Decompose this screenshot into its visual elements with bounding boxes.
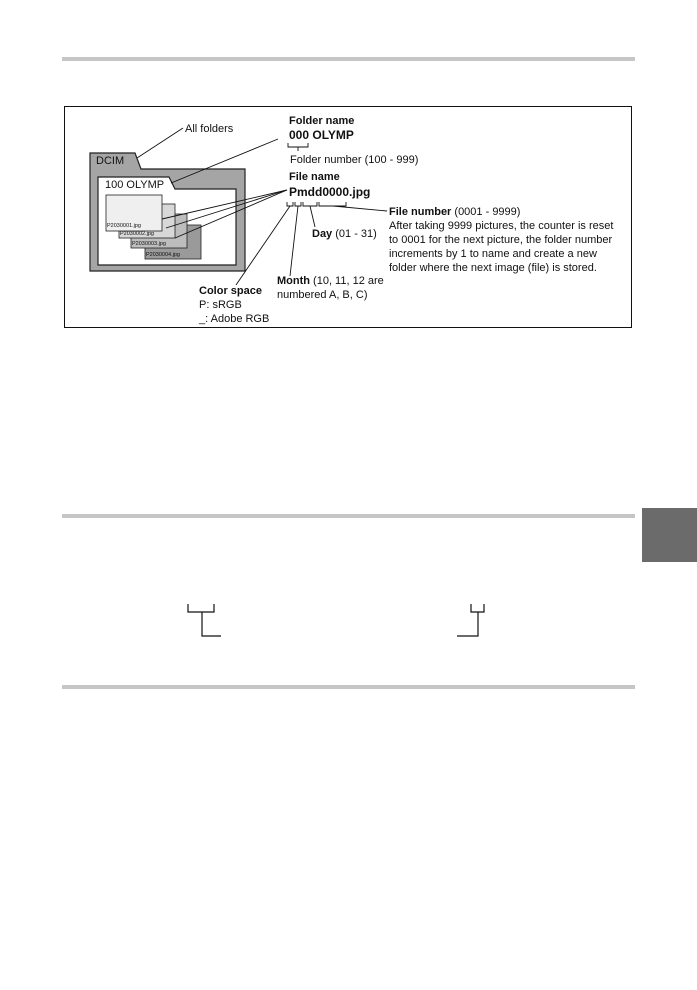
file-label-2: P2030002.jpg xyxy=(120,231,154,237)
leader-day xyxy=(310,206,315,227)
leader-file-number xyxy=(333,206,387,211)
section-rule-middle xyxy=(62,514,635,518)
subfolder-label: 100 OLYMP xyxy=(105,179,165,191)
file-name-example: Pmdd0000.jpg xyxy=(289,185,371,199)
day-range: (01 - 31) xyxy=(335,228,377,240)
month-range: (10, 11, 12 are xyxy=(313,275,384,287)
file-number-range: (0001 - 9999) xyxy=(454,206,521,218)
bracket-day xyxy=(303,202,317,206)
month-title: Month xyxy=(277,275,310,287)
bracket-file-number xyxy=(319,202,346,206)
color-space-adobe: _: Adobe RGB xyxy=(199,313,270,325)
all-folders-label: All folders xyxy=(185,123,234,135)
file-name-title: File name xyxy=(289,171,340,183)
file-number-title: File number xyxy=(389,206,452,218)
month-label xyxy=(277,275,384,288)
file-number-desc-3: increments by 1 to name and create a new xyxy=(389,248,597,260)
section-rule-top xyxy=(62,57,635,61)
file-label-1: P2030001.jpg xyxy=(107,223,141,229)
file-label-3: P2030003.jpg xyxy=(132,241,166,247)
day-title: Day xyxy=(312,228,333,240)
leader-all-folders xyxy=(137,128,183,158)
folder-name-title: Folder name xyxy=(289,115,355,127)
month-note: numbered A, B, C) xyxy=(277,289,368,301)
file-number-desc-2: to 0001 for the next picture, the folder number xyxy=(389,234,613,246)
right-bracket-mark xyxy=(457,604,484,636)
file-number-desc-4: folder where the next image (file) is stored. xyxy=(389,262,597,274)
folder-number-label: Folder number (100 - 999) xyxy=(290,154,419,166)
folder-number-bracket xyxy=(288,143,308,151)
day-label xyxy=(312,228,377,241)
chapter-tab xyxy=(642,508,697,562)
leader-month xyxy=(290,206,298,276)
dcim-label: DCIM xyxy=(96,155,125,167)
folder-name-example: 000 OLYMP xyxy=(289,128,354,142)
file-label-4: P2030004.jpg xyxy=(146,252,180,258)
bracket-color-space xyxy=(287,202,293,206)
bracket-month xyxy=(295,202,301,206)
file-number-desc-1: After taking 9999 pictures, the counter is reset xyxy=(389,220,614,232)
file-naming-diagram xyxy=(64,106,632,328)
file-number-heading xyxy=(389,206,520,219)
color-space-p: P: sRGB xyxy=(199,299,242,311)
left-bracket-mark xyxy=(188,604,221,636)
section-rule-bottom xyxy=(62,685,635,689)
color-space-title: Color space xyxy=(199,285,262,297)
